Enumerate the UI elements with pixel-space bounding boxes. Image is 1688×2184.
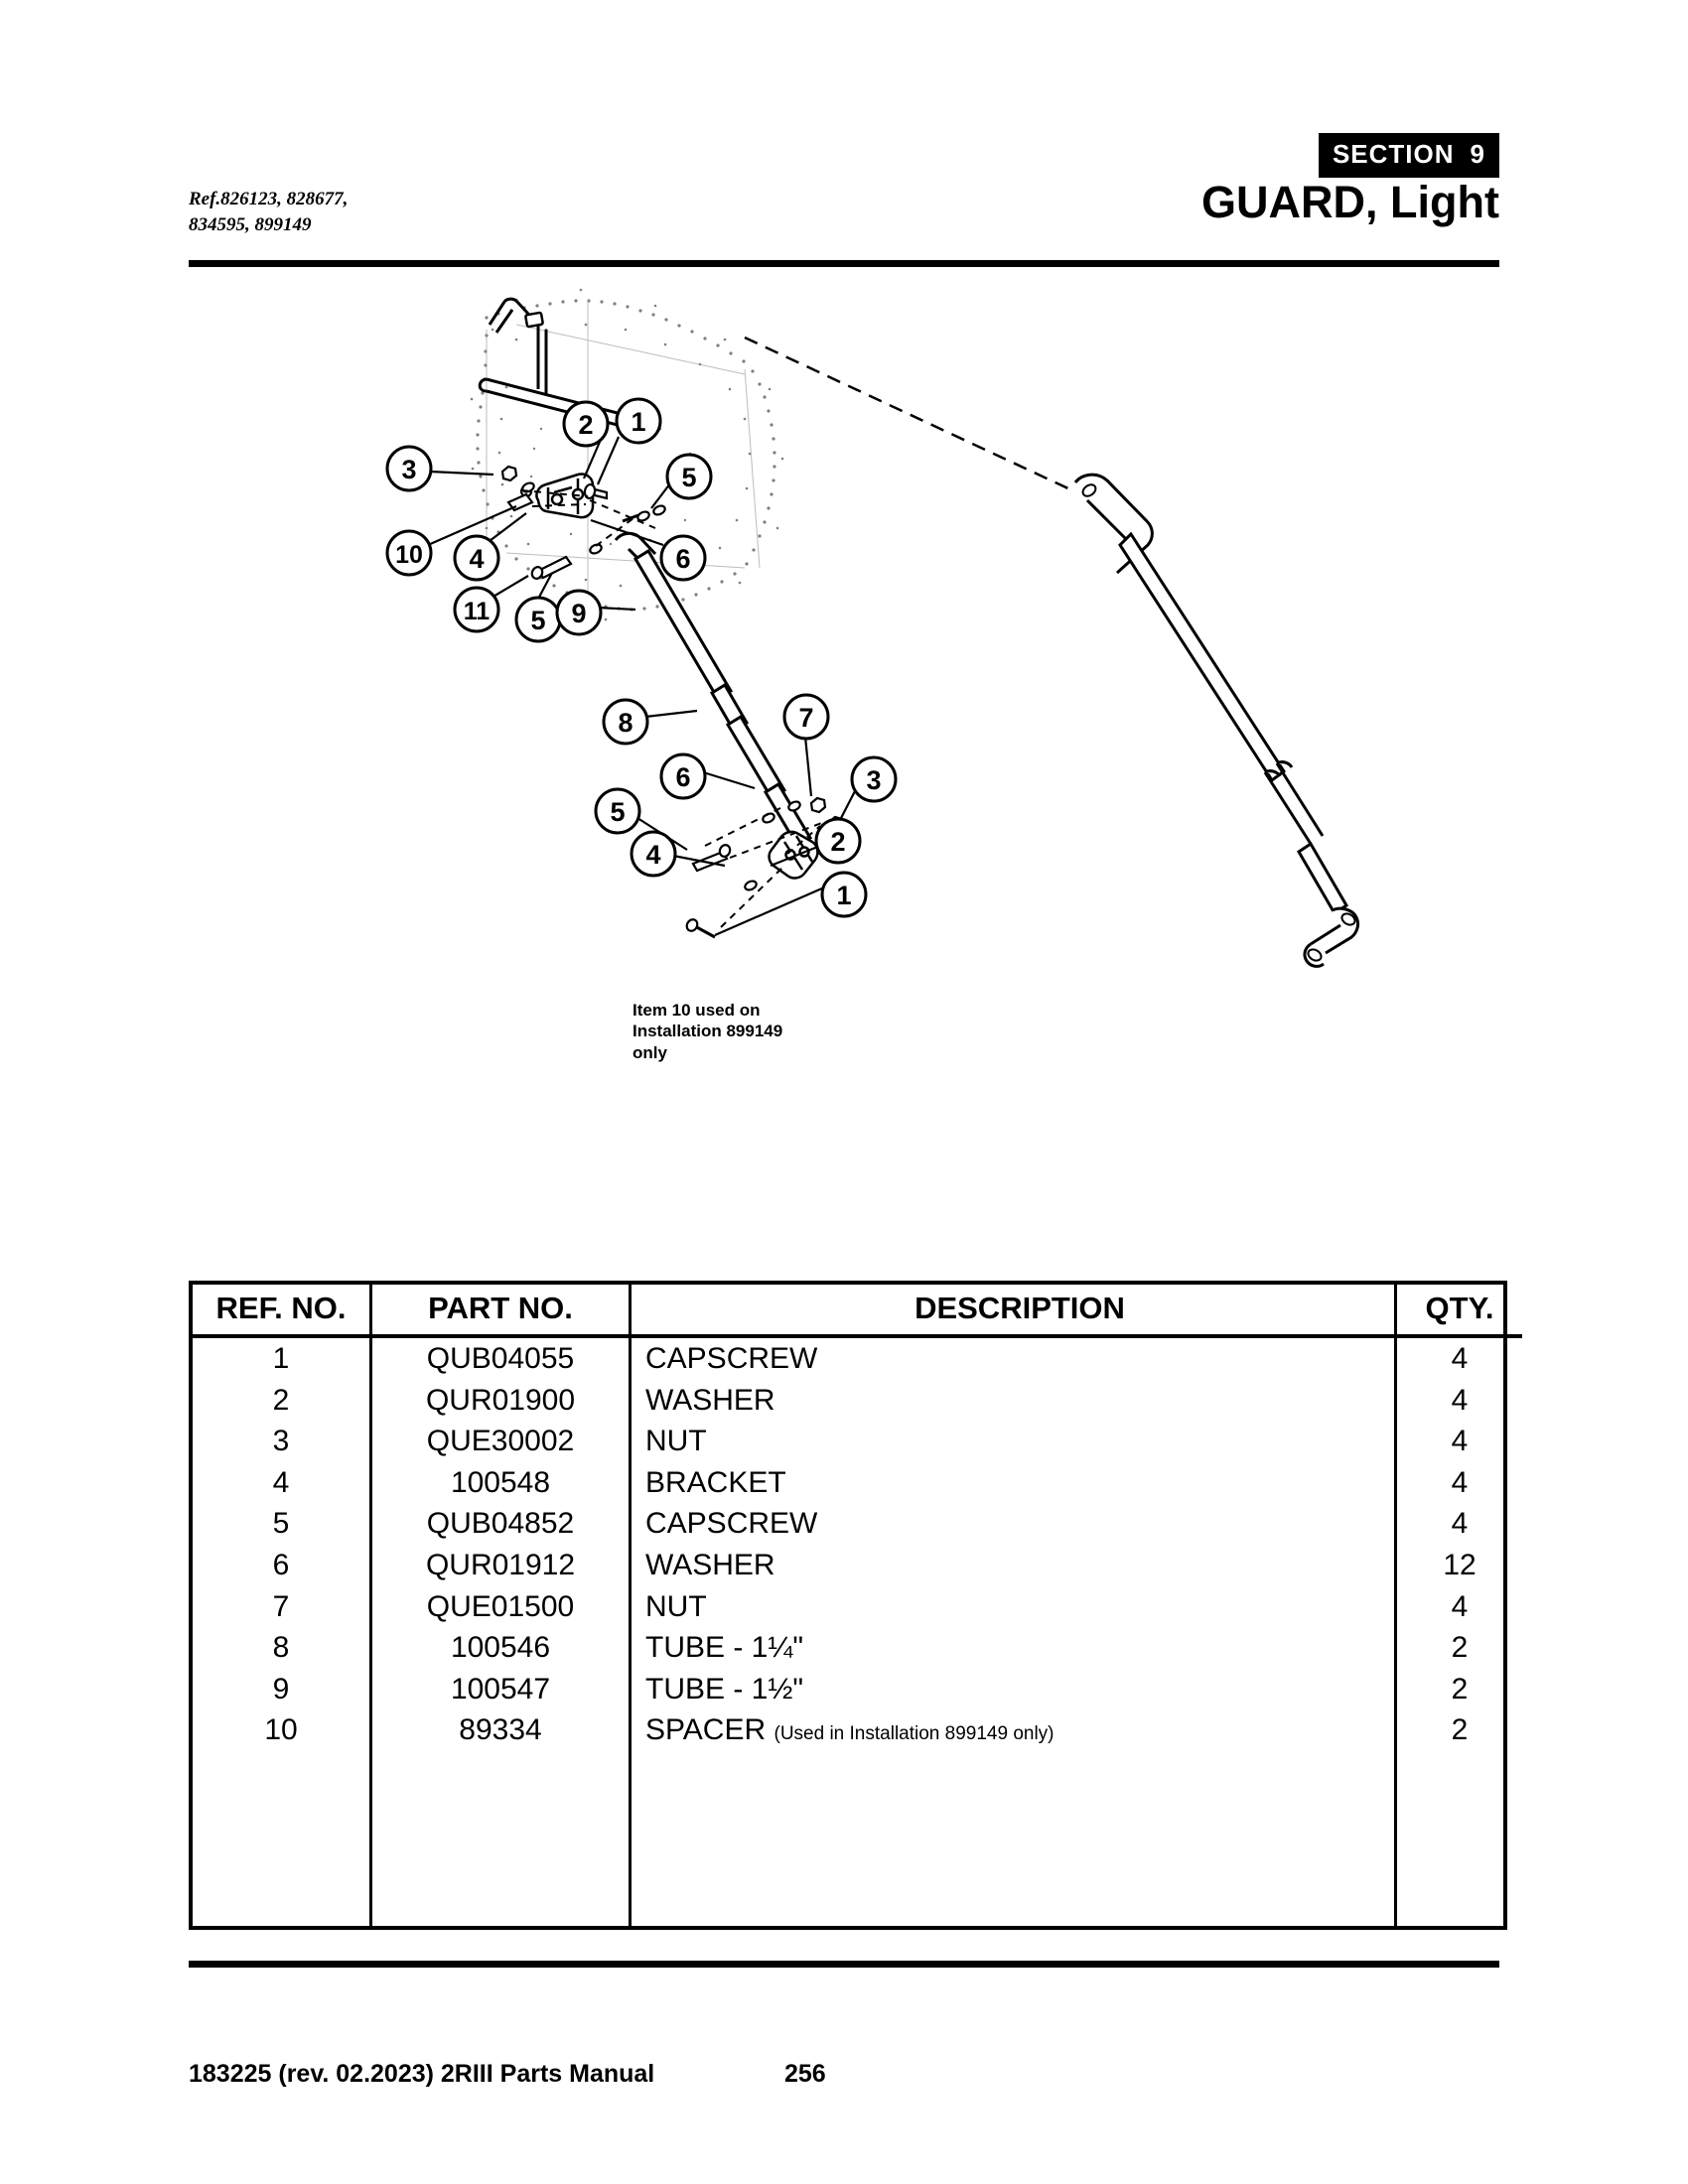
cell-part: 89334	[371, 1709, 631, 1751]
light-guard-bar-right	[1075, 475, 1358, 966]
callout-label-7: 7	[798, 703, 814, 733]
callout-label-3-b: 3	[866, 765, 882, 795]
cell-part: QUR01912	[371, 1545, 631, 1586]
cell-ref: 7	[193, 1586, 371, 1628]
description-text: WASHER	[645, 1548, 775, 1581]
callout-label-6: 6	[675, 544, 691, 574]
table-row	[193, 1336, 1522, 1380]
description-text: CAPSCREW	[645, 1342, 818, 1375]
callout-label-5-c: 5	[610, 797, 626, 827]
footer-divider	[189, 1961, 1499, 1968]
cell-part: QUB04055	[371, 1336, 631, 1380]
cell-description	[631, 1545, 1396, 1586]
table-row	[193, 1627, 1522, 1669]
cell-ref: 10	[193, 1709, 371, 1751]
filler-cell	[1396, 1839, 1523, 1882]
cell-part: QUE30002	[371, 1421, 631, 1462]
callout-label-8: 8	[618, 708, 633, 738]
cell-qty: 4	[1451, 1507, 1469, 1541]
cell-qty: 12	[1443, 1548, 1477, 1581]
filler-cell	[371, 1751, 631, 1795]
lower-fasteners	[685, 798, 846, 937]
column-header-part: PART NO.	[371, 1285, 631, 1336]
filler-cell	[193, 1882, 371, 1926]
table-row	[193, 1709, 1522, 1751]
callout-label-6-b: 6	[675, 762, 691, 792]
filler-cell	[631, 1751, 1396, 1795]
cell-description	[631, 1503, 1396, 1545]
cell-description	[631, 1336, 1396, 1380]
table-row	[193, 1462, 1522, 1504]
callout-label-3: 3	[401, 455, 417, 484]
section-badge	[1319, 133, 1499, 178]
callout-label-5: 5	[681, 463, 697, 492]
table-filler-row	[193, 1839, 1522, 1882]
cell-qty: 2	[1451, 1631, 1469, 1665]
page-title: GUARD, Light	[1201, 177, 1499, 227]
callout-label-9: 9	[571, 599, 587, 628]
section-label: SECTION	[1332, 139, 1455, 169]
cell-qty: 4	[1451, 1342, 1469, 1375]
description-text: NUT	[645, 1425, 707, 1458]
callout-bubbles	[387, 399, 896, 916]
column-header-ref: REF. NO.	[193, 1285, 371, 1336]
reference-line-2: 834595, 899149	[189, 213, 312, 235]
description-text: BRACKET	[645, 1465, 786, 1499]
cell-part: QUB04852	[371, 1503, 631, 1545]
cell-qty: 4	[1451, 1589, 1469, 1623]
cell-part: 100547	[371, 1669, 631, 1710]
installed-guard-fill	[525, 313, 543, 328]
cell-part: 100546	[371, 1627, 631, 1669]
machine-outline-stipple	[471, 289, 784, 621]
parts-table	[189, 1281, 1507, 1930]
tube-assembly-left	[616, 533, 810, 846]
table-filler-row	[193, 1751, 1522, 1795]
table-row	[193, 1380, 1522, 1422]
callout-label-1: 1	[631, 407, 646, 437]
cell-part: QUE01500	[371, 1586, 631, 1628]
filler-cell	[193, 1839, 371, 1882]
cell-description	[631, 1669, 1396, 1710]
callout-label-1-b: 1	[836, 881, 852, 910]
filler-cell	[631, 1882, 1396, 1926]
filler-cell	[631, 1795, 1396, 1839]
header-divider	[189, 260, 1499, 267]
table-filler-row	[193, 1882, 1522, 1926]
description-text: WASHER	[645, 1383, 775, 1417]
table-row	[193, 1586, 1522, 1628]
description-text: TUBE - 1¼"	[645, 1631, 804, 1665]
filler-cell	[631, 1839, 1396, 1882]
callout-label-4: 4	[469, 544, 485, 574]
cell-part: 100548	[371, 1462, 631, 1504]
filler-cell	[371, 1795, 631, 1839]
description-text: SPACER	[645, 1713, 767, 1747]
filler-cell	[1396, 1882, 1523, 1926]
table-row	[193, 1545, 1522, 1586]
cell-ref: 3	[193, 1421, 371, 1462]
reference-line-1: Ref.826123, 828677,	[189, 189, 349, 209]
cell-ref: 9	[193, 1669, 371, 1710]
table-row	[193, 1503, 1522, 1545]
table-row	[193, 1421, 1522, 1462]
filler-cell	[193, 1751, 371, 1795]
cell-description	[631, 1586, 1396, 1628]
description-text: NUT	[645, 1589, 707, 1623]
callout-label-2: 2	[578, 410, 594, 440]
cell-ref: 5	[193, 1503, 371, 1545]
reference-numbers	[189, 187, 348, 237]
footer-page-number: 256	[784, 2060, 826, 2088]
description-text: CAPSCREW	[645, 1507, 818, 1541]
table-filler-row	[193, 1795, 1522, 1839]
filler-cell	[193, 1795, 371, 1839]
cell-ref: 6	[193, 1545, 371, 1586]
cell-description	[631, 1380, 1396, 1422]
callout-label-5-b: 5	[530, 606, 546, 635]
callout-label-10: 10	[395, 541, 423, 569]
filler-cell	[371, 1839, 631, 1882]
footer-document-id: 183225 (rev. 02.2023) 2RIII Parts Manual	[189, 2060, 655, 2088]
table-header-row	[193, 1285, 1522, 1336]
description-note: (Used in Installation 899149 only)	[774, 1723, 1055, 1745]
exploded-parts-diagram	[189, 270, 1499, 1273]
figure-note: Item 10 used on Installation 899149 only	[633, 1001, 783, 1062]
cell-ref: 2	[193, 1380, 371, 1422]
callout-label-2-b: 2	[830, 827, 846, 857]
cell-description	[631, 1421, 1396, 1462]
callout-label-11: 11	[463, 598, 491, 625]
cell-ref: 1	[193, 1336, 371, 1380]
filler-cell	[1396, 1751, 1523, 1795]
cell-description	[631, 1462, 1396, 1504]
description-text: TUBE - 1½"	[645, 1672, 804, 1706]
filler-cell	[371, 1882, 631, 1926]
cell-description	[631, 1709, 1396, 1751]
cell-qty: 4	[1451, 1425, 1469, 1458]
table-row	[193, 1669, 1522, 1710]
cell-qty: 2	[1451, 1672, 1469, 1706]
filler-cell	[1396, 1795, 1523, 1839]
cell-ref: 8	[193, 1627, 371, 1669]
cell-qty: 4	[1451, 1465, 1469, 1499]
cell-part: QUR01900	[371, 1380, 631, 1422]
cell-description	[631, 1627, 1396, 1669]
cell-qty: 4	[1451, 1383, 1469, 1417]
column-header-qty: QTY.	[1396, 1285, 1523, 1336]
column-header-description: DESCRIPTION	[631, 1285, 1396, 1336]
leader-dashed-main	[745, 338, 1072, 490]
callout-label-4-b: 4	[645, 840, 661, 870]
cell-ref: 4	[193, 1462, 371, 1504]
cell-qty: 2	[1451, 1713, 1469, 1747]
section-number: 9	[1470, 139, 1485, 169]
